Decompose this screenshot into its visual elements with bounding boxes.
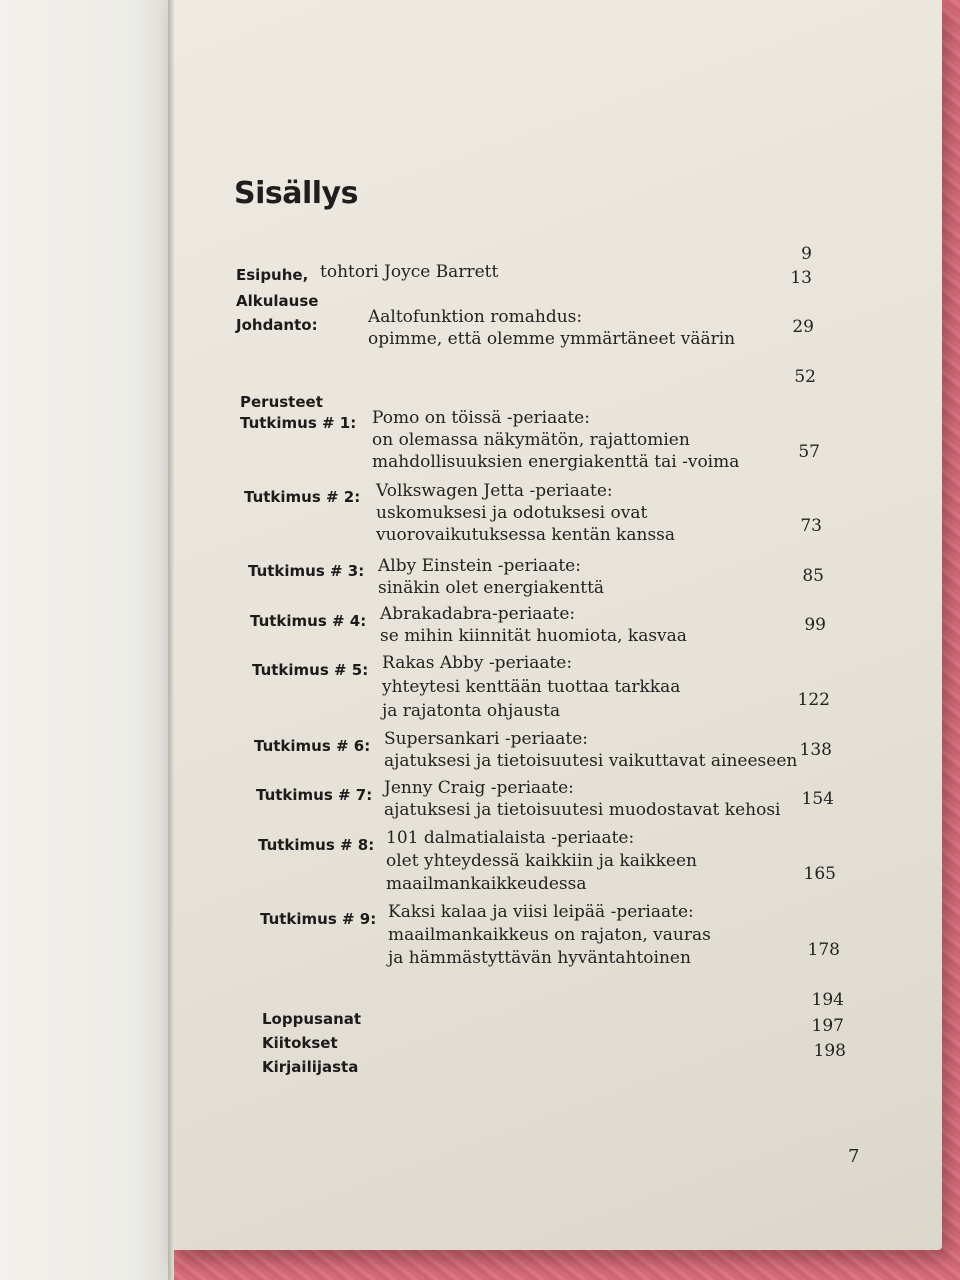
study-line: maailmankaikkeudessa bbox=[386, 874, 587, 894]
section-page-num: 52 bbox=[794, 367, 816, 387]
study-line: on olemassa näkymätön, rajattomien bbox=[372, 430, 690, 450]
study-page-num-4: 99 bbox=[804, 615, 826, 635]
study-label-9: Tutkimus # 9: bbox=[260, 910, 377, 928]
study-page-num-2: 73 bbox=[800, 516, 822, 536]
study-line: ajatuksesi ja tietoisuutesi vaikuttavat aineeseen bbox=[384, 751, 798, 771]
back-page-num-1: 194 bbox=[811, 990, 844, 1010]
study-line: Volkswagen Jetta -periaate: bbox=[376, 481, 613, 501]
left-page bbox=[0, 0, 172, 1280]
study-line: ja rajatonta ohjausta bbox=[382, 701, 561, 721]
back-label-kirjailijasta: Kirjailijasta bbox=[262, 1058, 359, 1076]
study-label-2: Tutkimus # 2: bbox=[244, 488, 361, 506]
study-line: yhteytesi kenttään tuottaa tarkkaa bbox=[382, 677, 681, 697]
study-line: Rakas Abby -periaate: bbox=[382, 653, 573, 673]
study-line: uskomuksesi ja odotuksesi ovat bbox=[376, 503, 648, 523]
study-label-7: Tutkimus # 7: bbox=[256, 786, 373, 804]
study-page-num-9: 178 bbox=[807, 940, 840, 960]
study-line: ja hämmästyttävän hyväntahtoinen bbox=[388, 948, 691, 968]
front-page-num-1: 9 bbox=[801, 244, 812, 264]
study-line: maailmankaikkeus on rajaton, vauras bbox=[388, 925, 711, 945]
study-label-8: Tutkimus # 8: bbox=[258, 836, 375, 854]
page-number: 7 bbox=[848, 1146, 860, 1167]
study-label-3: Tutkimus # 3: bbox=[248, 562, 365, 580]
study-line: Kaksi kalaa ja viisi leipää -periaate: bbox=[388, 902, 694, 922]
study-line: olet yhteydessä kaikkiin ja kaikkeen bbox=[386, 851, 698, 871]
study-line: Supersankari -periaate: bbox=[384, 729, 589, 749]
study-page-num-1: 57 bbox=[798, 442, 820, 462]
section-label: Perusteet bbox=[240, 393, 323, 411]
front-text-johdanto: Aaltofunktion romahdus: bbox=[368, 307, 583, 327]
study-label-5: Tutkimus # 5: bbox=[252, 661, 369, 679]
study-page-num-5: 122 bbox=[797, 690, 830, 710]
study-line: ajatuksesi ja tietoisuutesi muodostavat kehosi bbox=[384, 800, 781, 820]
front-label-johdanto: Johdanto: bbox=[236, 316, 318, 334]
book-gutter bbox=[168, 0, 174, 1280]
page-title: Sisällys bbox=[234, 176, 358, 211]
study-line: Jenny Craig -periaate: bbox=[384, 778, 574, 798]
study-page-num-7: 154 bbox=[801, 789, 834, 809]
back-label-kiitokset: Kiitokset bbox=[262, 1034, 338, 1052]
back-label-loppusanat: Loppusanat bbox=[262, 1010, 362, 1028]
front-page-num-2: 13 bbox=[790, 268, 812, 288]
front-text-esipuhe: tohtori Joyce Barrett bbox=[320, 262, 499, 282]
study-line: mahdollisuuksien energiakenttä tai -voima bbox=[372, 452, 740, 472]
study-page-num-6: 138 bbox=[799, 740, 832, 760]
study-label-6: Tutkimus # 6: bbox=[254, 737, 371, 755]
front-text-johdanto-2: opimme, että olemme ymmärtäneet väärin bbox=[368, 329, 736, 349]
study-line: se mihin kiinnität huomiota, kasvaa bbox=[380, 626, 687, 646]
back-page-num-3: 198 bbox=[813, 1041, 846, 1061]
study-line: Alby Einstein -periaate: bbox=[378, 556, 581, 576]
study-label-4: Tutkimus # 4: bbox=[250, 612, 367, 630]
study-line: 101 dalmatialaista -periaate: bbox=[386, 828, 635, 848]
study-line: sinäkin olet energiakenttä bbox=[378, 578, 605, 598]
study-page-num-3: 85 bbox=[802, 566, 824, 586]
study-page-num-8: 165 bbox=[803, 864, 836, 884]
front-page-num-3: 29 bbox=[792, 317, 814, 337]
study-line: vuorovaikutuksessa kentän kanssa bbox=[376, 525, 676, 545]
front-label-esipuhe: Esipuhe, bbox=[236, 266, 309, 284]
study-line: Pomo on töissä -periaate: bbox=[372, 408, 590, 428]
study-line: Abrakadabra-periaate: bbox=[380, 604, 576, 624]
back-page-num-2: 197 bbox=[811, 1016, 844, 1036]
front-label-alkulause: Alkulause bbox=[236, 292, 319, 310]
study-label-1: Tutkimus # 1: bbox=[240, 414, 357, 432]
